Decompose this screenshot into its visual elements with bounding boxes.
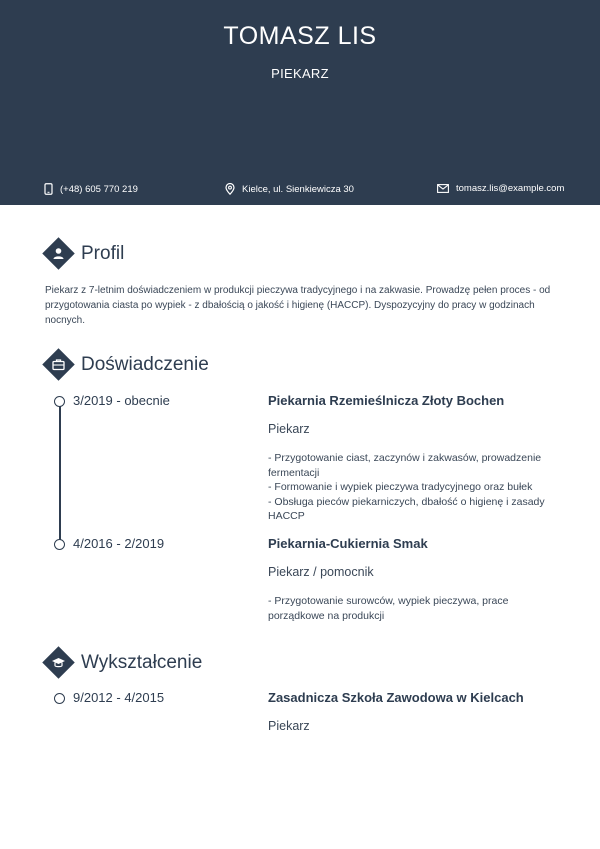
contact-address: [225, 183, 354, 195]
education-degree: Piekarz: [268, 719, 310, 733]
timeline-dot: [54, 693, 65, 704]
timeline-dot: [54, 396, 65, 407]
phone-icon: [44, 183, 53, 195]
phone-text: (+48) 605 770 219: [60, 183, 138, 195]
experience-role: Piekarz: [268, 422, 310, 436]
contact-email: [437, 183, 564, 194]
experience-date: 3/2019 - obecnie: [73, 393, 170, 408]
graduation-cap-icon: [51, 655, 66, 670]
experience-employer: Piekarnia-Cukiernia Smak: [268, 536, 428, 551]
education-date: 9/2012 - 4/2015: [73, 690, 165, 705]
person-name: TOMASZ LIS: [223, 22, 377, 50]
profile-section-header: [42, 237, 124, 270]
experience-badge: [42, 348, 75, 381]
contact-phone: [44, 183, 138, 195]
location-pin-icon: [225, 183, 235, 195]
experience-heading: Doświadczenie: [81, 353, 209, 375]
timeline-dot: [54, 539, 65, 550]
profile-heading: Profil: [81, 242, 125, 264]
profile-summary: Piekarz z 7-letnim doświadczeniem w produkcji pieczywa tradycyjnego i na zakwasie. Prowadzę pełen proces - od przygotowania ciasta po wypiek - z dbałością o jakość i higienę (HACCP). Dyspozycyjny do pracy w godzinach nocnych.: [45, 285, 551, 326]
experience-description: - Przygotowanie surowców, wypiek pieczywa, prace porządkowe na produkcji: [268, 595, 509, 622]
education-school: Zasadnicza Szkoła Zawodowa w Kielcach: [268, 690, 524, 705]
user-icon: [51, 246, 66, 261]
job-title: PIEKARZ: [271, 66, 329, 81]
experience-description: - Przygotowanie ciast, zaczynów i zakwasów, prowadzenie fermentacji - Formowanie i wypiek pieczywa tradycyjnego oraz bułek - Obsługa pieców piekarniczych, dbałość o higienę i zasady HACCP: [268, 452, 545, 522]
experience-role: Piekarz / pomocnik: [268, 565, 374, 579]
email-text: tomasz.lis@example.com: [456, 183, 565, 194]
envelope-icon: [437, 184, 449, 193]
experience-section-header: [42, 348, 209, 381]
profile-badge: [42, 237, 75, 270]
experience-date: 4/2016 - 2/2019: [73, 536, 165, 551]
briefcase-icon: [51, 357, 66, 372]
address-text: Kielce, ul. Sienkiewicza 30: [242, 183, 354, 195]
experience-employer: Piekarnia Rzemieślnicza Złoty Bochen: [268, 393, 505, 408]
education-badge: [42, 646, 75, 679]
education-section-header: [42, 646, 202, 679]
education-heading: Wykształcenie: [81, 651, 203, 673]
experience-timeline: [59, 402, 61, 544]
resume-header: [0, 0, 600, 205]
